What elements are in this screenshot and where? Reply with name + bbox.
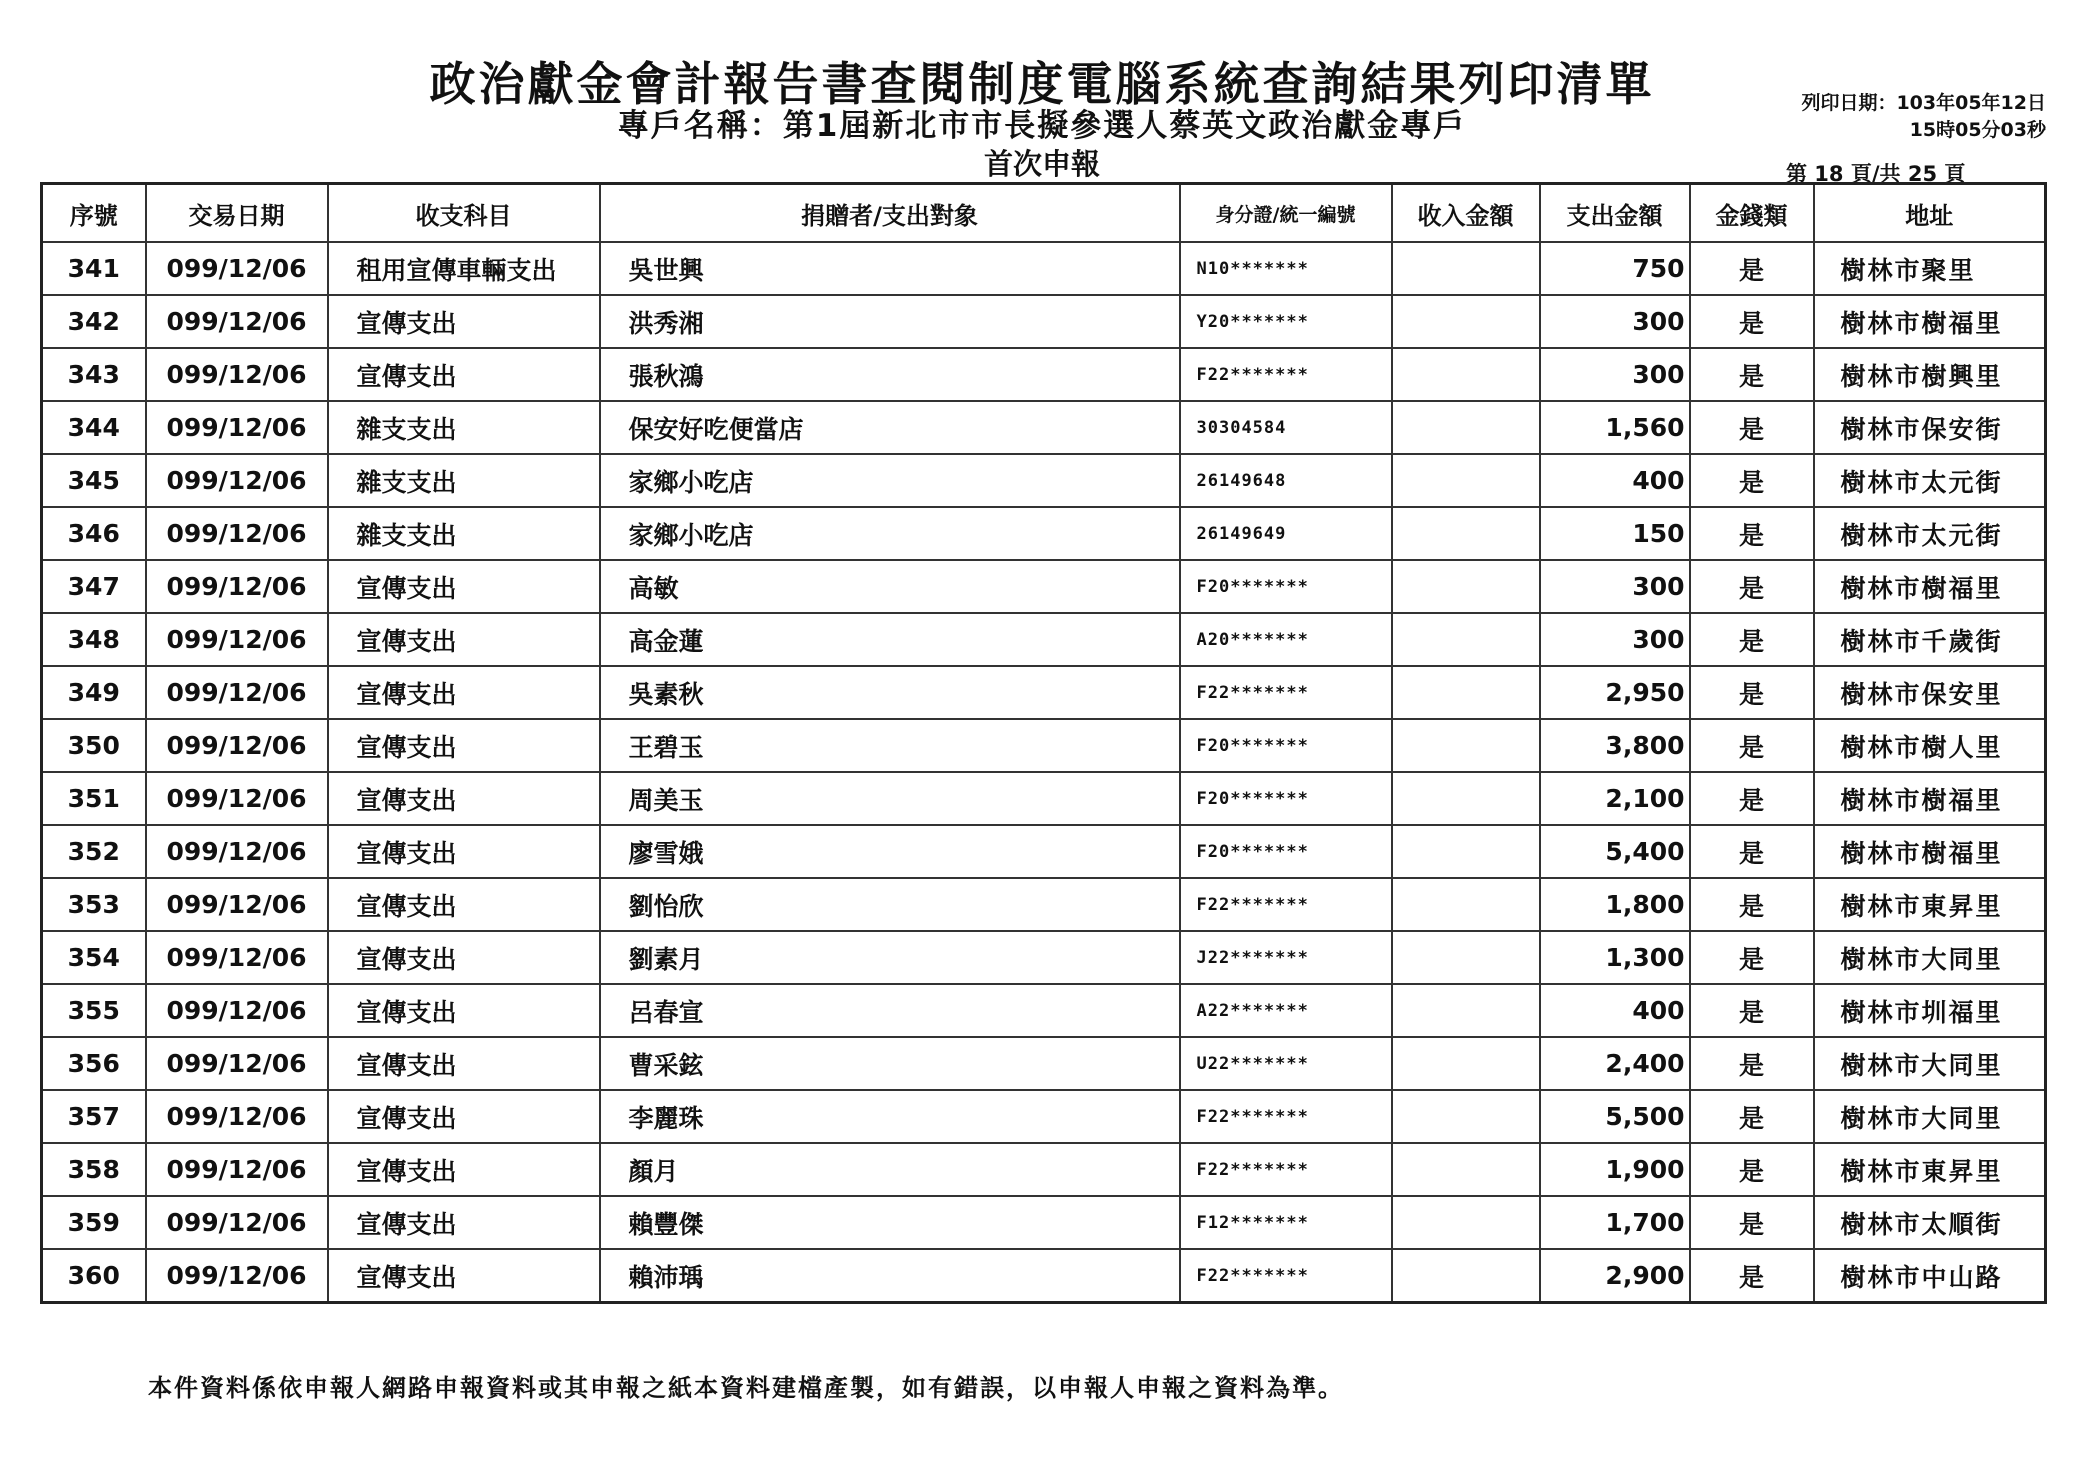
table-row bbox=[42, 825, 2046, 878]
cell-cash: 是 bbox=[1690, 560, 1814, 613]
page-indicator: 第 18 頁/共 25 頁 bbox=[1786, 162, 1966, 186]
cell-party: 張秋鴻 bbox=[600, 348, 1180, 401]
cell-address: 樹林市圳福里 bbox=[1814, 984, 2046, 1037]
report-title: 政治獻金會計報告書查閱制度電腦系統查詢結果列印清單 bbox=[429, 57, 1655, 111]
cell-party: 李麗珠 bbox=[600, 1090, 1180, 1143]
cell-id: F22******* bbox=[1180, 666, 1392, 719]
cell-expense: 1,800 bbox=[1540, 878, 1690, 931]
col-header-date: 交易日期 bbox=[146, 184, 328, 243]
cell-expense: 300 bbox=[1540, 613, 1690, 666]
cell-category: 宣傳支出 bbox=[328, 666, 600, 719]
cell-address: 樹林市太元街 bbox=[1814, 454, 2046, 507]
cell-expense: 5,400 bbox=[1540, 825, 1690, 878]
cell-seq: 360 bbox=[42, 1249, 146, 1303]
cell-income bbox=[1392, 401, 1540, 454]
cell-id: F20******* bbox=[1180, 825, 1392, 878]
cell-expense: 1,700 bbox=[1540, 1196, 1690, 1249]
cell-seq: 345 bbox=[42, 454, 146, 507]
cell-party: 保安好吃便當店 bbox=[600, 401, 1180, 454]
col-header-address: 地址 bbox=[1814, 184, 2046, 243]
cell-id: F22******* bbox=[1180, 1143, 1392, 1196]
cell-income bbox=[1392, 560, 1540, 613]
cell-income bbox=[1392, 984, 1540, 1037]
cell-id: Y20******* bbox=[1180, 295, 1392, 348]
cell-income bbox=[1392, 507, 1540, 560]
cell-party: 賴豐傑 bbox=[600, 1196, 1180, 1249]
cell-category: 宣傳支出 bbox=[328, 772, 600, 825]
cell-party: 高金蓮 bbox=[600, 613, 1180, 666]
cell-cash: 是 bbox=[1690, 878, 1814, 931]
cell-date: 099/12/06 bbox=[146, 1143, 328, 1196]
cell-expense: 5,500 bbox=[1540, 1090, 1690, 1143]
cell-id: F22******* bbox=[1180, 348, 1392, 401]
cell-address: 樹林市東昇里 bbox=[1814, 878, 2046, 931]
cell-seq: 344 bbox=[42, 401, 146, 454]
cell-expense: 300 bbox=[1540, 348, 1690, 401]
cell-address: 樹林市樹福里 bbox=[1814, 295, 2046, 348]
cell-date: 099/12/06 bbox=[146, 560, 328, 613]
cell-date: 099/12/06 bbox=[146, 719, 328, 772]
cell-seq: 342 bbox=[42, 295, 146, 348]
cell-seq: 355 bbox=[42, 984, 146, 1037]
table-row bbox=[42, 454, 2046, 507]
cell-address: 樹林市中山路 bbox=[1814, 1249, 2046, 1303]
col-header-category: 收支科目 bbox=[328, 184, 600, 243]
cell-address: 樹林市千歲街 bbox=[1814, 613, 2046, 666]
cell-date: 099/12/06 bbox=[146, 401, 328, 454]
cell-id: A22******* bbox=[1180, 984, 1392, 1037]
cell-cash: 是 bbox=[1690, 454, 1814, 507]
cell-address: 樹林市大同里 bbox=[1814, 931, 2046, 984]
cell-category: 雜支支出 bbox=[328, 401, 600, 454]
cell-income bbox=[1392, 1249, 1540, 1303]
cell-date: 099/12/06 bbox=[146, 878, 328, 931]
cell-seq: 341 bbox=[42, 242, 146, 295]
cell-expense: 300 bbox=[1540, 295, 1690, 348]
cell-date: 099/12/06 bbox=[146, 242, 328, 295]
table-row bbox=[42, 931, 2046, 984]
table-row bbox=[42, 613, 2046, 666]
col-header-party: 捐贈者/支出對象 bbox=[600, 184, 1180, 243]
cell-address: 樹林市樹人里 bbox=[1814, 719, 2046, 772]
cell-category: 宣傳支出 bbox=[328, 295, 600, 348]
cell-cash: 是 bbox=[1690, 1249, 1814, 1303]
cell-cash: 是 bbox=[1690, 825, 1814, 878]
cell-cash: 是 bbox=[1690, 719, 1814, 772]
col-header-income: 收入金額 bbox=[1392, 184, 1540, 243]
cell-date: 099/12/06 bbox=[146, 666, 328, 719]
cell-date: 099/12/06 bbox=[146, 1037, 328, 1090]
cell-seq: 350 bbox=[42, 719, 146, 772]
cell-cash: 是 bbox=[1690, 1090, 1814, 1143]
cell-party: 吳世興 bbox=[600, 242, 1180, 295]
cell-expense: 150 bbox=[1540, 507, 1690, 560]
cell-id: F20******* bbox=[1180, 772, 1392, 825]
table-row bbox=[42, 242, 2046, 295]
cell-party: 曹采鉉 bbox=[600, 1037, 1180, 1090]
cell-income bbox=[1392, 348, 1540, 401]
cell-category: 宣傳支出 bbox=[328, 878, 600, 931]
cell-id: 26149649 bbox=[1180, 507, 1392, 560]
cell-expense: 1,900 bbox=[1540, 1143, 1690, 1196]
cell-date: 099/12/06 bbox=[146, 454, 328, 507]
cell-address: 樹林市保安街 bbox=[1814, 401, 2046, 454]
cell-category: 宣傳支出 bbox=[328, 348, 600, 401]
print-time: 15時05分03秒 bbox=[1909, 119, 2046, 141]
table-row bbox=[42, 878, 2046, 931]
cell-seq: 347 bbox=[42, 560, 146, 613]
cell-expense: 2,400 bbox=[1540, 1037, 1690, 1090]
cell-address: 樹林市東昇里 bbox=[1814, 1143, 2046, 1196]
cell-id: F22******* bbox=[1180, 1249, 1392, 1303]
cell-address: 樹林市聚里 bbox=[1814, 242, 2046, 295]
cell-seq: 358 bbox=[42, 1143, 146, 1196]
cell-party: 廖雪娥 bbox=[600, 825, 1180, 878]
cell-party: 高敏 bbox=[600, 560, 1180, 613]
cell-cash: 是 bbox=[1690, 931, 1814, 984]
cell-income bbox=[1392, 454, 1540, 507]
cell-address: 樹林市太順街 bbox=[1814, 1196, 2046, 1249]
cell-party: 賴沛瑀 bbox=[600, 1249, 1180, 1303]
cell-seq: 356 bbox=[42, 1037, 146, 1090]
col-header-id: 身分證/統一編號 bbox=[1180, 184, 1392, 243]
cell-date: 099/12/06 bbox=[146, 1196, 328, 1249]
cell-date: 099/12/06 bbox=[146, 1090, 328, 1143]
report-type: 首次申報 bbox=[983, 147, 1100, 181]
cell-party: 吳素秋 bbox=[600, 666, 1180, 719]
cell-cash: 是 bbox=[1690, 984, 1814, 1037]
cell-income bbox=[1392, 772, 1540, 825]
cell-category: 宣傳支出 bbox=[328, 1249, 600, 1303]
cell-address: 樹林市樹興里 bbox=[1814, 348, 2046, 401]
table-row bbox=[42, 1090, 2046, 1143]
cell-id: F22******* bbox=[1180, 1090, 1392, 1143]
ledger-table bbox=[40, 182, 2047, 1304]
col-header-seq: 序號 bbox=[42, 184, 146, 243]
cell-id: F20******* bbox=[1180, 560, 1392, 613]
cell-category: 宣傳支出 bbox=[328, 984, 600, 1037]
table-row bbox=[42, 1249, 2046, 1303]
cell-address: 樹林市樹福里 bbox=[1814, 560, 2046, 613]
cell-party: 顏月 bbox=[600, 1143, 1180, 1196]
cell-income bbox=[1392, 1143, 1540, 1196]
col-header-expense: 支出金額 bbox=[1540, 184, 1690, 243]
cell-party: 呂春宣 bbox=[600, 984, 1180, 1037]
cell-party: 家鄉小吃店 bbox=[600, 507, 1180, 560]
cell-expense: 3,800 bbox=[1540, 719, 1690, 772]
col-header-cash: 金錢類 bbox=[1690, 184, 1814, 243]
cell-category: 租用宣傳車輛支出 bbox=[328, 242, 600, 295]
print-meta bbox=[1801, 90, 2046, 144]
cell-id: J22******* bbox=[1180, 931, 1392, 984]
cell-date: 099/12/06 bbox=[146, 348, 328, 401]
cell-date: 099/12/06 bbox=[146, 295, 328, 348]
cell-income bbox=[1392, 825, 1540, 878]
table-row bbox=[42, 401, 2046, 454]
cell-expense: 2,900 bbox=[1540, 1249, 1690, 1303]
cell-cash: 是 bbox=[1690, 242, 1814, 295]
cell-income bbox=[1392, 666, 1540, 719]
cell-cash: 是 bbox=[1690, 666, 1814, 719]
cell-id: F20******* bbox=[1180, 719, 1392, 772]
cell-seq: 348 bbox=[42, 613, 146, 666]
cell-expense: 1,300 bbox=[1540, 931, 1690, 984]
account-name: 專戶名稱：第1屆新北市市長擬參選人蔡英文政治獻金專戶 bbox=[617, 108, 1467, 144]
cell-date: 099/12/06 bbox=[146, 507, 328, 560]
cell-date: 099/12/06 bbox=[146, 772, 328, 825]
cell-cash: 是 bbox=[1690, 1037, 1814, 1090]
cell-id: U22******* bbox=[1180, 1037, 1392, 1090]
cell-address: 樹林市太元街 bbox=[1814, 507, 2046, 560]
cell-category: 宣傳支出 bbox=[328, 1037, 600, 1090]
cell-id: F22******* bbox=[1180, 878, 1392, 931]
cell-seq: 354 bbox=[42, 931, 146, 984]
cell-cash: 是 bbox=[1690, 295, 1814, 348]
cell-category: 雜支支出 bbox=[328, 454, 600, 507]
cell-address: 樹林市大同里 bbox=[1814, 1090, 2046, 1143]
cell-income bbox=[1392, 1196, 1540, 1249]
table-row bbox=[42, 984, 2046, 1037]
cell-income bbox=[1392, 295, 1540, 348]
cell-category: 宣傳支出 bbox=[328, 719, 600, 772]
cell-cash: 是 bbox=[1690, 1196, 1814, 1249]
cell-expense: 2,950 bbox=[1540, 666, 1690, 719]
table-row bbox=[42, 1143, 2046, 1196]
cell-id: 30304584 bbox=[1180, 401, 1392, 454]
cell-expense: 300 bbox=[1540, 560, 1690, 613]
cell-cash: 是 bbox=[1690, 401, 1814, 454]
cell-seq: 346 bbox=[42, 507, 146, 560]
cell-income bbox=[1392, 613, 1540, 666]
cell-address: 樹林市樹福里 bbox=[1814, 825, 2046, 878]
cell-cash: 是 bbox=[1690, 1143, 1814, 1196]
cell-category: 宣傳支出 bbox=[328, 560, 600, 613]
cell-party: 劉怡欣 bbox=[600, 878, 1180, 931]
cell-income bbox=[1392, 931, 1540, 984]
cell-cash: 是 bbox=[1690, 348, 1814, 401]
table-row bbox=[42, 348, 2046, 401]
cell-income bbox=[1392, 878, 1540, 931]
cell-id: F12******* bbox=[1180, 1196, 1392, 1249]
table-row bbox=[42, 666, 2046, 719]
cell-party: 王碧玉 bbox=[600, 719, 1180, 772]
cell-party: 劉素月 bbox=[600, 931, 1180, 984]
cell-seq: 349 bbox=[42, 666, 146, 719]
table-row bbox=[42, 719, 2046, 772]
cell-category: 宣傳支出 bbox=[328, 931, 600, 984]
table-row bbox=[42, 1037, 2046, 1090]
table-header-row bbox=[42, 184, 2046, 243]
cell-expense: 400 bbox=[1540, 984, 1690, 1037]
cell-seq: 357 bbox=[42, 1090, 146, 1143]
cell-category: 宣傳支出 bbox=[328, 1143, 600, 1196]
cell-seq: 351 bbox=[42, 772, 146, 825]
cell-cash: 是 bbox=[1690, 613, 1814, 666]
cell-income bbox=[1392, 719, 1540, 772]
cell-expense: 1,560 bbox=[1540, 401, 1690, 454]
print-date: 列印日期：103年05年12日 bbox=[1801, 92, 2046, 114]
cell-date: 099/12/06 bbox=[146, 825, 328, 878]
cell-income bbox=[1392, 242, 1540, 295]
cell-income bbox=[1392, 1090, 1540, 1143]
table-row bbox=[42, 295, 2046, 348]
cell-date: 099/12/06 bbox=[146, 984, 328, 1037]
cell-expense: 750 bbox=[1540, 242, 1690, 295]
cell-cash: 是 bbox=[1690, 772, 1814, 825]
cell-party: 洪秀湘 bbox=[600, 295, 1180, 348]
table-row bbox=[42, 1196, 2046, 1249]
cell-category: 宣傳支出 bbox=[328, 1196, 600, 1249]
cell-seq: 343 bbox=[42, 348, 146, 401]
table-row bbox=[42, 560, 2046, 613]
cell-address: 樹林市大同里 bbox=[1814, 1037, 2046, 1090]
cell-category: 宣傳支出 bbox=[328, 825, 600, 878]
footer-note: 本件資料係依申報人網路申報資料或其申報之紙本資料建檔產製，如有錯誤，以申報人申報之資料為準。 bbox=[148, 1374, 1344, 1402]
cell-date: 099/12/06 bbox=[146, 931, 328, 984]
cell-date: 099/12/06 bbox=[146, 613, 328, 666]
table-row bbox=[42, 507, 2046, 560]
cell-address: 樹林市樹福里 bbox=[1814, 772, 2046, 825]
cell-category: 宣傳支出 bbox=[328, 1090, 600, 1143]
cell-address: 樹林市保安里 bbox=[1814, 666, 2046, 719]
cell-seq: 359 bbox=[42, 1196, 146, 1249]
cell-id: 26149648 bbox=[1180, 454, 1392, 507]
cell-date: 099/12/06 bbox=[146, 1249, 328, 1303]
cell-party: 周美玉 bbox=[600, 772, 1180, 825]
cell-expense: 2,100 bbox=[1540, 772, 1690, 825]
cell-seq: 353 bbox=[42, 878, 146, 931]
table-row bbox=[42, 772, 2046, 825]
cell-party: 家鄉小吃店 bbox=[600, 454, 1180, 507]
cell-income bbox=[1392, 1037, 1540, 1090]
cell-category: 雜支支出 bbox=[328, 507, 600, 560]
cell-cash: 是 bbox=[1690, 507, 1814, 560]
cell-category: 宣傳支出 bbox=[328, 613, 600, 666]
cell-seq: 352 bbox=[42, 825, 146, 878]
cell-expense: 400 bbox=[1540, 454, 1690, 507]
cell-id: A20******* bbox=[1180, 613, 1392, 666]
cell-id: N10******* bbox=[1180, 242, 1392, 295]
